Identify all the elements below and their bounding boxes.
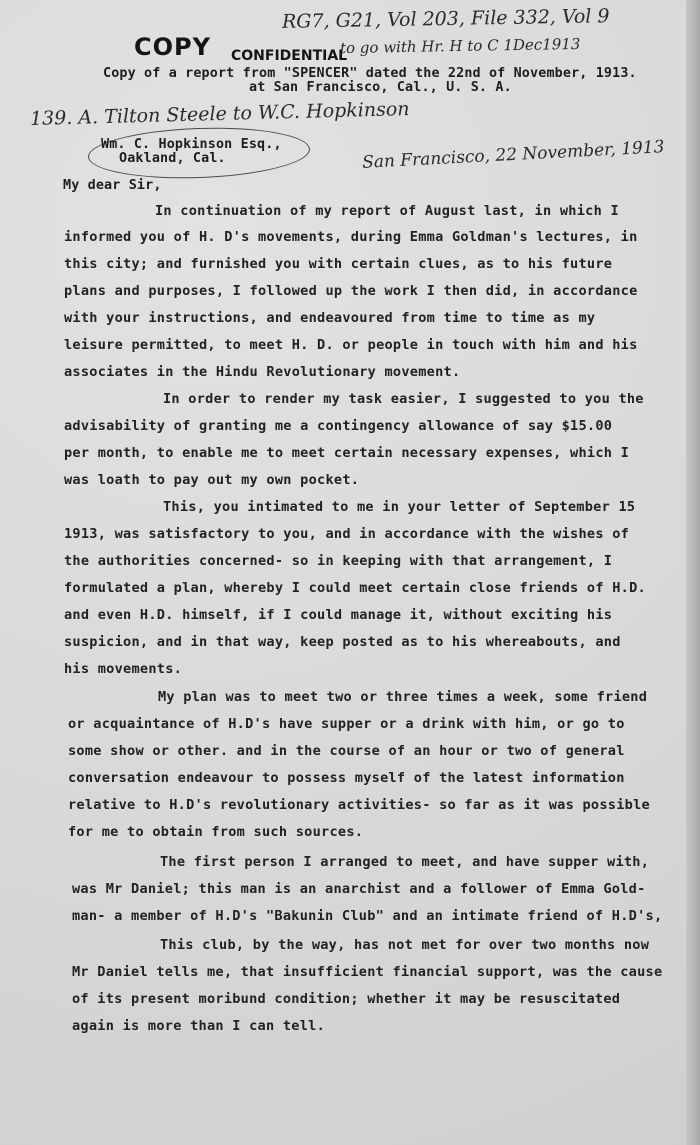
- body-line: for me to obtain from such sources.: [68, 824, 364, 840]
- report-header-line-2: at San Francisco, Cal., U. S. A.: [249, 80, 512, 95]
- confidential-stamp: CONFIDENTIAL: [231, 48, 348, 64]
- body-line: was loath to pay out my own pocket.: [64, 472, 360, 488]
- copy-stamp: COPY: [134, 33, 211, 61]
- body-line: leisure permitted, to meet H. D. or people in touch with him and his: [64, 337, 638, 353]
- body-line: Mr Daniel tells me, that insufficient financial support, was the cause: [72, 964, 663, 980]
- body-line: formulated a plan, whereby I could meet certain close friends of H.D.: [64, 580, 646, 596]
- body-line: of its present moribund condition; whether it may be resuscitated: [72, 991, 621, 1007]
- body-line: his movements.: [64, 661, 183, 677]
- routing-note: to go with Hr. H to C 1Dec1913: [339, 34, 581, 58]
- from-to-note: 139. A. Tilton Steele to W.C. Hopkinson: [29, 98, 410, 130]
- page-edge: [686, 0, 700, 1145]
- body-line: again is more than I can tell.: [72, 1018, 326, 1034]
- body-line: In order to render my task easier, I suggested to you the: [163, 391, 644, 407]
- body-line: and even H.D. himself, if I could manage it, without exciting his: [64, 607, 613, 623]
- body-line: The first person I arranged to meet, and have supper with,: [160, 854, 650, 870]
- body-line: this city; and furnished you with certain clues, as to his future: [64, 256, 613, 272]
- addressee-name: Wm. C. Hopkinson Esq.,: [101, 137, 282, 152]
- salutation: My dear Sir,: [63, 178, 162, 193]
- report-header-line-1: Copy of a report from "SPENCER" dated the 22nd of November, 1913.: [103, 66, 637, 81]
- body-line: suspicion, and in that way, keep posted as to his whereabouts, and: [64, 634, 621, 650]
- body-line: associates in the Hindu Revolutionary movement.: [64, 364, 461, 380]
- body-line: In continuation of my report of August last, in which I: [155, 203, 619, 219]
- file-reference-note: RG7, G21, Vol 203, File 332, Vol 9: [281, 5, 610, 33]
- body-line: 1913, was satisfactory to you, and in accordance with the wishes of: [64, 526, 630, 542]
- body-line: the authorities concerned- so in keeping with that arrangement, I: [64, 553, 613, 569]
- body-line: advisability of granting me a contingency allowance of say $15.00: [64, 418, 613, 434]
- body-line: some show or other. and in the course of an hour or two of general: [68, 743, 625, 759]
- body-line: My plan was to meet two or three times a week, some friend: [158, 689, 648, 705]
- place-date-note: San Francisco, 22 November, 1913: [361, 137, 665, 173]
- body-line: This club, by the way, has not met for over two months now: [160, 937, 650, 953]
- body-line: man- a member of H.D's "Bakunin Club" and an intimate friend of H.D's,: [72, 908, 663, 924]
- body-line: with your instructions, and endeavoured from time to time as my: [64, 310, 596, 326]
- body-line: or acquaintance of H.D's have supper or a drink with him, or go to: [68, 716, 625, 732]
- body-line: informed you of H. D's movements, during Emma Goldman's lectures, in: [64, 229, 638, 245]
- addressee-city: Oakland, Cal.: [119, 151, 226, 166]
- body-line: conversation endeavour to possess myself of the latest information: [68, 770, 625, 786]
- body-line: This, you intimated to me in your letter of September 15: [163, 499, 636, 515]
- body-line: plans and purposes, I followed up the work I then did, in accordance: [64, 283, 638, 299]
- body-line: per month, to enable me to meet certain necessary expenses, which I: [64, 445, 630, 461]
- body-line: was Mr Daniel; this man is an anarchist and a follower of Emma Gold-: [72, 881, 646, 897]
- body-line: relative to H.D's revolutionary activities- so far as it was possible: [68, 797, 650, 813]
